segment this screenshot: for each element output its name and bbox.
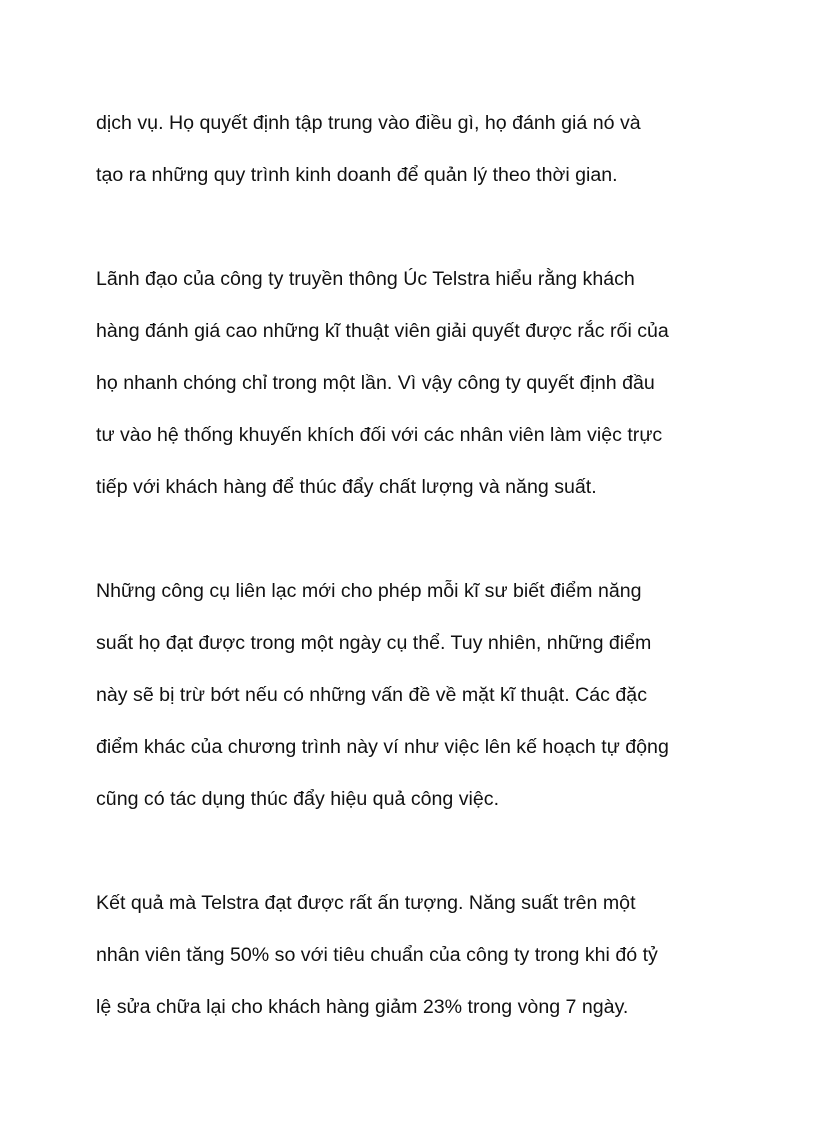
text-line: tiếp với khách hàng để thúc đẩy chất lượng và năng suất. (96, 476, 597, 498)
text-line: dịch vụ. Họ quyết định tập trung vào điều gì, họ đánh giá nó và (96, 112, 641, 134)
text-line: cũng có tác dụng thúc đẩy hiệu quả công việc. (96, 788, 500, 810)
text-line: tạo ra những quy trình kinh doanh để quản lý theo thời gian. (96, 164, 618, 186)
document-body (96, 97, 736, 1033)
text-line: điểm khác của chương trình này ví như việc lên kế hoạch tự động (96, 736, 669, 758)
text-line: Lãnh đạo của công ty truyền thông Úc Telstra hiểu rằng khách (96, 268, 635, 290)
text-line: Những công cụ liên lạc mới cho phép mỗi kĩ sư biết điểm năng (96, 580, 642, 602)
paragraph-2 (96, 253, 736, 513)
paragraph-4 (96, 877, 736, 1033)
text-line: nhân viên tăng 50% so với tiêu chuẩn của công ty trong khi đó tỷ (96, 944, 658, 966)
text-line: hàng đánh giá cao những kĩ thuật viên giải quyết được rắc rối của (96, 320, 669, 342)
paragraph-3 (96, 565, 736, 825)
text-line: lệ sửa chữa lại cho khách hàng giảm 23% trong vòng 7 ngày. (96, 996, 629, 1018)
text-line: Kết quả mà Telstra đạt được rất ấn tượng. Năng suất trên một (96, 892, 636, 914)
text-line: này sẽ bị trừ bớt nếu có những vấn đề về mặt kĩ thuật. Các đặc (96, 684, 647, 706)
text-line: họ nhanh chóng chỉ trong một lần. Vì vậy công ty quyết định đầu (96, 372, 655, 394)
text-line: tư vào hệ thống khuyến khích đối với các nhân viên làm việc trực (96, 424, 663, 446)
text-line: suất họ đạt được trong một ngày cụ thể. Tuy nhiên, những điểm (96, 632, 652, 654)
paragraph-1 (96, 97, 736, 201)
